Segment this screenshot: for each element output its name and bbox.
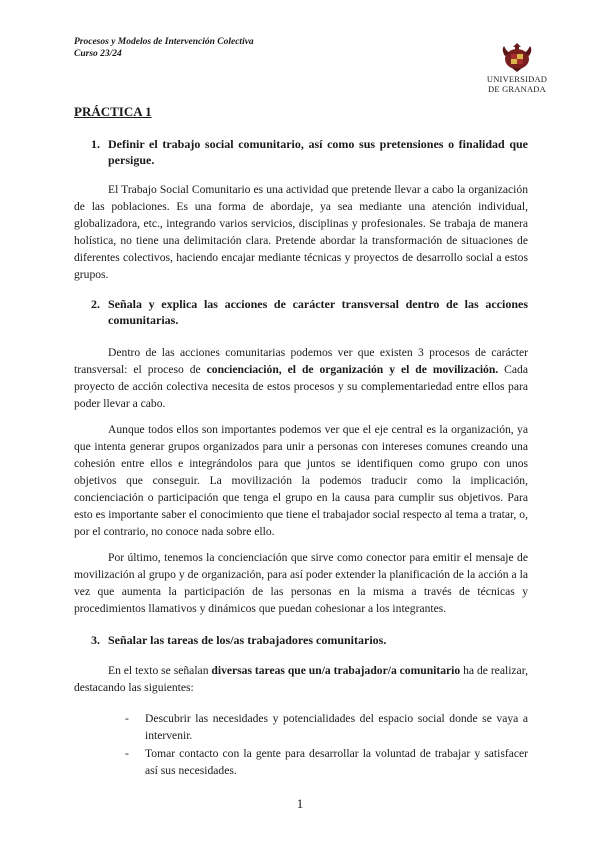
section-2-paragraph-1 — [74, 344, 528, 412]
document-header — [74, 36, 254, 60]
list-item — [125, 710, 528, 744]
highlighted-tasks: diversas tareas que un/a trabajador/a comunitario — [211, 664, 461, 677]
section-1-paragraph: El Trabajo Social Comunitario es una actividad que pretende llevar a cabo la organización de las poblaciones. Es una forma de abordaje, ya sea mediante una atención individual, globalizadora, etc., integrando varios servicios, disciplinas y profesionales. Se trabaja de manera holística, no tiene una delimitación clara. Pretende abordar la transformación de situaciones de diferentes colectivos, haciendo encajar mediante técnicas y proyectos de desarrollo social a estos grupos. — [74, 183, 528, 281]
tasks-list — [125, 710, 528, 780]
list-item — [125, 745, 528, 779]
text-run: Cada proyecto de acción colectiva necesita de estos procesos y su complementariedad entre ellos para poder llevar a cabo. — [74, 363, 528, 410]
list-item-text: Tomar contacto con la gente para desarrollar la voluntad de trabajar y satisfacer así sus necesidades. — [145, 747, 528, 777]
section-1-title: Definir el trabajo social comunitario, así como sus pretensiones o finalidad que persigue. — [108, 137, 528, 167]
section-3-paragraph — [74, 662, 528, 696]
section-2-number: 2. — [91, 297, 100, 311]
university-name-line2: DE GRANADA — [488, 84, 546, 94]
text-run: ha de realizar, destacando las siguientes: — [74, 664, 529, 694]
section-3-title: Señalar las tareas de los/as trabajadores comunitarios. — [108, 633, 387, 647]
section-2-heading — [91, 296, 528, 328]
section-1-heading — [91, 136, 528, 168]
university-name-line1: UNIVERSIDAD — [486, 74, 548, 84]
bullet-dash: - — [125, 747, 129, 760]
highlighted-processes: concienciación, el de organización y el de movilización. — [206, 363, 499, 376]
text-run: Dentro de las acciones comunitarias podemos ver que existen 3 procesos de carácter transversal: el proceso de — [74, 346, 528, 376]
practice-title: PRÁCTICA 1 — [74, 104, 152, 119]
course-year: Curso 23/24 — [74, 49, 122, 59]
section-3-number: 3. — [91, 633, 100, 647]
list-item-text: Descubrir las necesidades y potencialidades del espacio social donde se vaya a intervenir. — [145, 712, 528, 742]
section-2-title: Señala y explica las acciones de carácter transversal dentro de las acciones comunitarias. — [108, 297, 528, 327]
section-2-paragraph-3: Por último, tenemos la concienciación que sirve como conector para emitir el mensaje de movilización al grupo y de organización, para así poder extender la planificación de la acción a la vez que aumenta la participación de las personas en la misma a través de técnicas y procedimientos llamativos y dinámicos que puedan cohesionar a los integrantes. — [74, 551, 528, 615]
section-3-heading — [91, 632, 528, 648]
text-run: En el texto se señalan — [108, 664, 212, 677]
section-2-paragraph-2: Aunque todos ellos son importantes podemos ver que el eje central es la organización, ya que intenta generar grupos organizados para unir a personas con intereses comunes creando una cohesión entre ellos e integrándolos para que juntos se identifiquen como grupo con unos objetivos que conseguir. La movilización la podemos traducir como la implicación, concienciación o participación que tenga el grupo en la causa para cumplir sus objetivos. Para esto es importante saber el conocimiento que tiene el trabajador social respecto al tema a tratar, o, por el contrario, no conoce nada sobre ello. — [74, 423, 528, 538]
bullet-dash: - — [125, 712, 129, 725]
university-crest-icon — [500, 40, 534, 74]
course-title: Procesos y Modelos de Intervención Colectiva — [74, 37, 254, 47]
page-number: 1 — [296, 796, 304, 811]
university-logo — [482, 40, 552, 94]
section-1-number: 1. — [91, 137, 100, 151]
